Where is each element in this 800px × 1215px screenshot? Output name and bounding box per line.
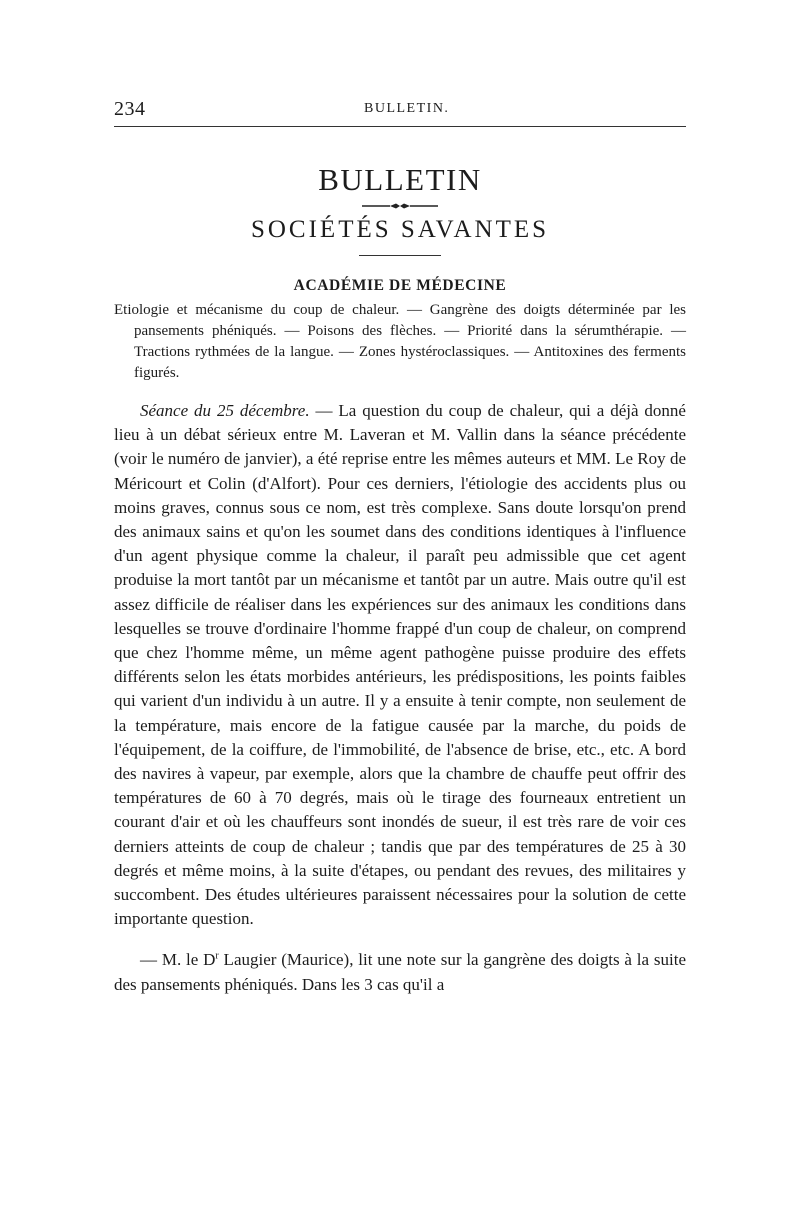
paragraph-seance xyxy=(114,399,686,931)
section-heading: ACADÉMIE DE MÉDECINE xyxy=(293,277,507,294)
document-page xyxy=(114,96,686,1014)
doctor-superscript: r xyxy=(215,950,219,962)
bulletin-title: BULLETIN xyxy=(318,162,482,197)
section-subtitle: SOCIÉTÉS SAVANTES xyxy=(250,216,550,243)
section-summary: Etiologie et mécanisme du coup de chaleur. — Gangrène des doigts déterminée par les pansements phéniqués. — Poisons des flèches. — Priorité dans la sérumthérapie. — Tractions rythmées de la langue. — Zones hystéroclassiques. — Antitoxines des ferments figurés. xyxy=(114,302,686,381)
header-rule xyxy=(114,126,686,127)
page-number: 234 xyxy=(114,98,146,120)
paragraph-text: Laugier (Maurice), lit une note sur la gangrène des doigts à la suite des pansements phéniqués. Dans les 3 cas qu'il a xyxy=(114,950,686,994)
subtitle-rule xyxy=(359,255,441,256)
running-header xyxy=(114,96,686,124)
seance-date: Séance du 25 décembre. xyxy=(140,401,310,420)
paragraph-laugier xyxy=(114,948,686,996)
paragraph-lead: — M. le D xyxy=(140,950,216,970)
ornament-divider-icon xyxy=(360,201,440,211)
running-title: BULLETIN. xyxy=(364,101,450,116)
paragraph-text: — La question du coup de chaleur, qui a déjà donné lieu à un débat sérieux entre M. Laveran et M. Vallin dans la séance précédente (voir le numéro de janvier), a été reprise entre les mêmes auteurs et MM. Le Roy de Méricourt et Colin (d'Alfort). Pour ces derniers, l'étiologie des accidents plus ou moins graves, connus sous ce nom, est très complexe. Sans doute lorsqu'on prend des animaux sains et qu'on les soumet dans des conditions identiques à l'influence d'un agent physique comme la chaleur, il paraît peu admissible que cet agent produise la mort tantôt par un mécanisme et tantôt par un autre. Mais outre qu'il est assez difficile de réaliser dans les expériences sur des animaux les conditions dans lesquelles se trouve d'ordinaire l'homme frappé d'un coup de chaleur, on comprend que chez l'homme même, un même agent pathogène puisse produire des effets différents selon les états morbides antérieurs, les prédispositions, les points faibles qui varient d'un individu à un autre. Il y a ensuite à tenir compte, non seulement de la température, mais encore de la fatigue causée par la marche, du poids de l'équipement, de la coiffure, de l'immobilité, de l'absence de brise, etc., etc. A bord des navires à vapeur, par exemple, alors que la chambre de chauffe peut offrir des températures de 60 à 70 degrés, mais où le tirage des fourneaux entretient un courant d'air et où les chauffeurs sont inondés de sueur, il est très rare de voir ces derniers atteints de coup de chaleur ; tandis que par des températures de 25 à 30 degrés et même moins, à la suite d'étapes, ou pendant des revues, des militaires y succombent. Des études ultérieures paraissent nécessaires pour la solution de cette importante question. xyxy=(114,401,686,929)
